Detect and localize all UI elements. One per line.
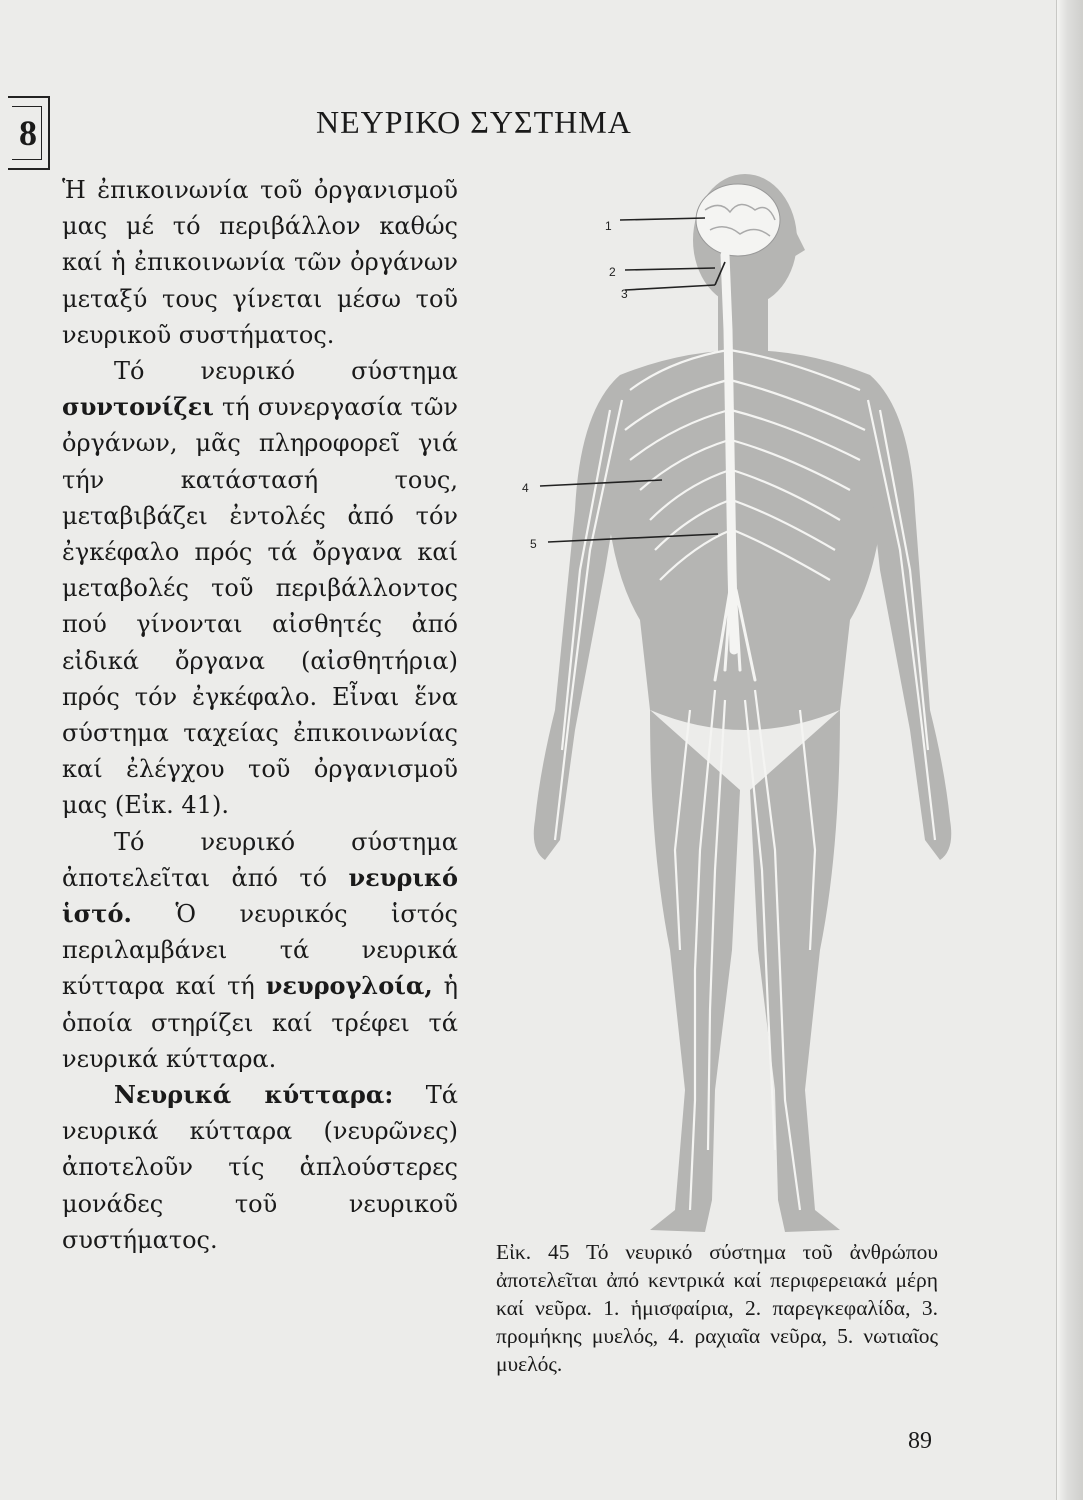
- body-text: [62, 172, 458, 1258]
- label-3: 3: [621, 287, 628, 301]
- page-number: 89: [908, 1428, 932, 1454]
- label-2: 2: [609, 265, 616, 279]
- paragraph-1: Ἡ ἐπικοινωνία τοῦ ὀργανισμοῦ μας μέ τό περιβάλλον καθώς καί ἡ ἐπικοινωνία τῶν ὀργάνων μεταξύ τους γίνεται μέσω τοῦ νευρικοῦ συστήματος.: [62, 176, 458, 349]
- human-body-illustration: [500, 150, 960, 1250]
- bold-term-coordinates: συντονίζει: [62, 392, 214, 422]
- chapter-number: 8: [19, 113, 37, 153]
- bold-term-nerve-cells: Νευρικά κύτταρα:: [114, 1080, 394, 1110]
- bold-term-nervous-tissue: νευρικό ἱστό.: [62, 862, 458, 929]
- page-edge: [1056, 0, 1083, 1500]
- chapter-badge: [8, 96, 50, 170]
- paragraph-3: Τό νευρικό σύστημα ἀποτελεῖται ἀπό τό νευρικό ἱστό. Ὁ νευρικός ἱστός περιλαμβάνει τά νευρικά κύτταρα καί τή νευρογλοία, ἡ ὁποία στηρίζει καί τρέφει τά νευρικά κύτταρα.: [62, 827, 458, 1073]
- label-1: 1: [605, 219, 612, 233]
- paragraph-4: Νευρικά κύτταρα: Τά νευρικά κύτταρα (νευρῶνες) ἀποτελοῦν τίς ἁπλούστερες μονάδες τοῦ νευρικοῦ συστήματος.: [62, 1080, 458, 1254]
- brain-icon: [696, 184, 780, 256]
- figure-caption: Εἰκ. 45 Τό νευρικό σύστημα τοῦ ἀνθρώπου ἀποτελεῖται ἀπό κεντρικά καί περιφερειακά μέρη καί νεῦρα. 1. ἡμισφαίρια, 2. παρεγκεφαλίδα, 3. προμήκης μυελός, 4. ραχιαῖα νεῦρα, 5. νωτιαῖος μυελός.: [496, 1240, 938, 1376]
- bold-term-neuroglia: νευρογλοία,: [265, 971, 433, 1001]
- paragraph-2: Τό νευρικό σύστημα συντονίζει τή συνεργασία τῶν ὀργάνων, μᾶς πληροφορεῖ γιά τήν κατάστασή τους, μεταβιβάζει ἐντολές ἀπό τόν ἐγκέφαλο πρός τά ὄργανα καί μεταβολές τοῦ περιβάλλοντος πού γίνονται αἰσθητές ἀπό εἰδικά ὄργανα (αἰσθητήρια) πρός τόν ἐγκέφαλο. Εἶναι ἕνα σύστημα ταχείας ἐπικοινωνίας καί ἐλέγχου τοῦ ὀργανισμοῦ μας (Εἰκ. 41).: [62, 357, 458, 820]
- page-title: ΝΕΥΡΙΚΟ ΣΥΣΤΗΜΑ: [316, 104, 632, 140]
- label-5: 5: [530, 537, 537, 551]
- label-4: 4: [522, 481, 529, 495]
- body-silhouette: [534, 174, 952, 1232]
- nervous-system-figure: [500, 150, 960, 1250]
